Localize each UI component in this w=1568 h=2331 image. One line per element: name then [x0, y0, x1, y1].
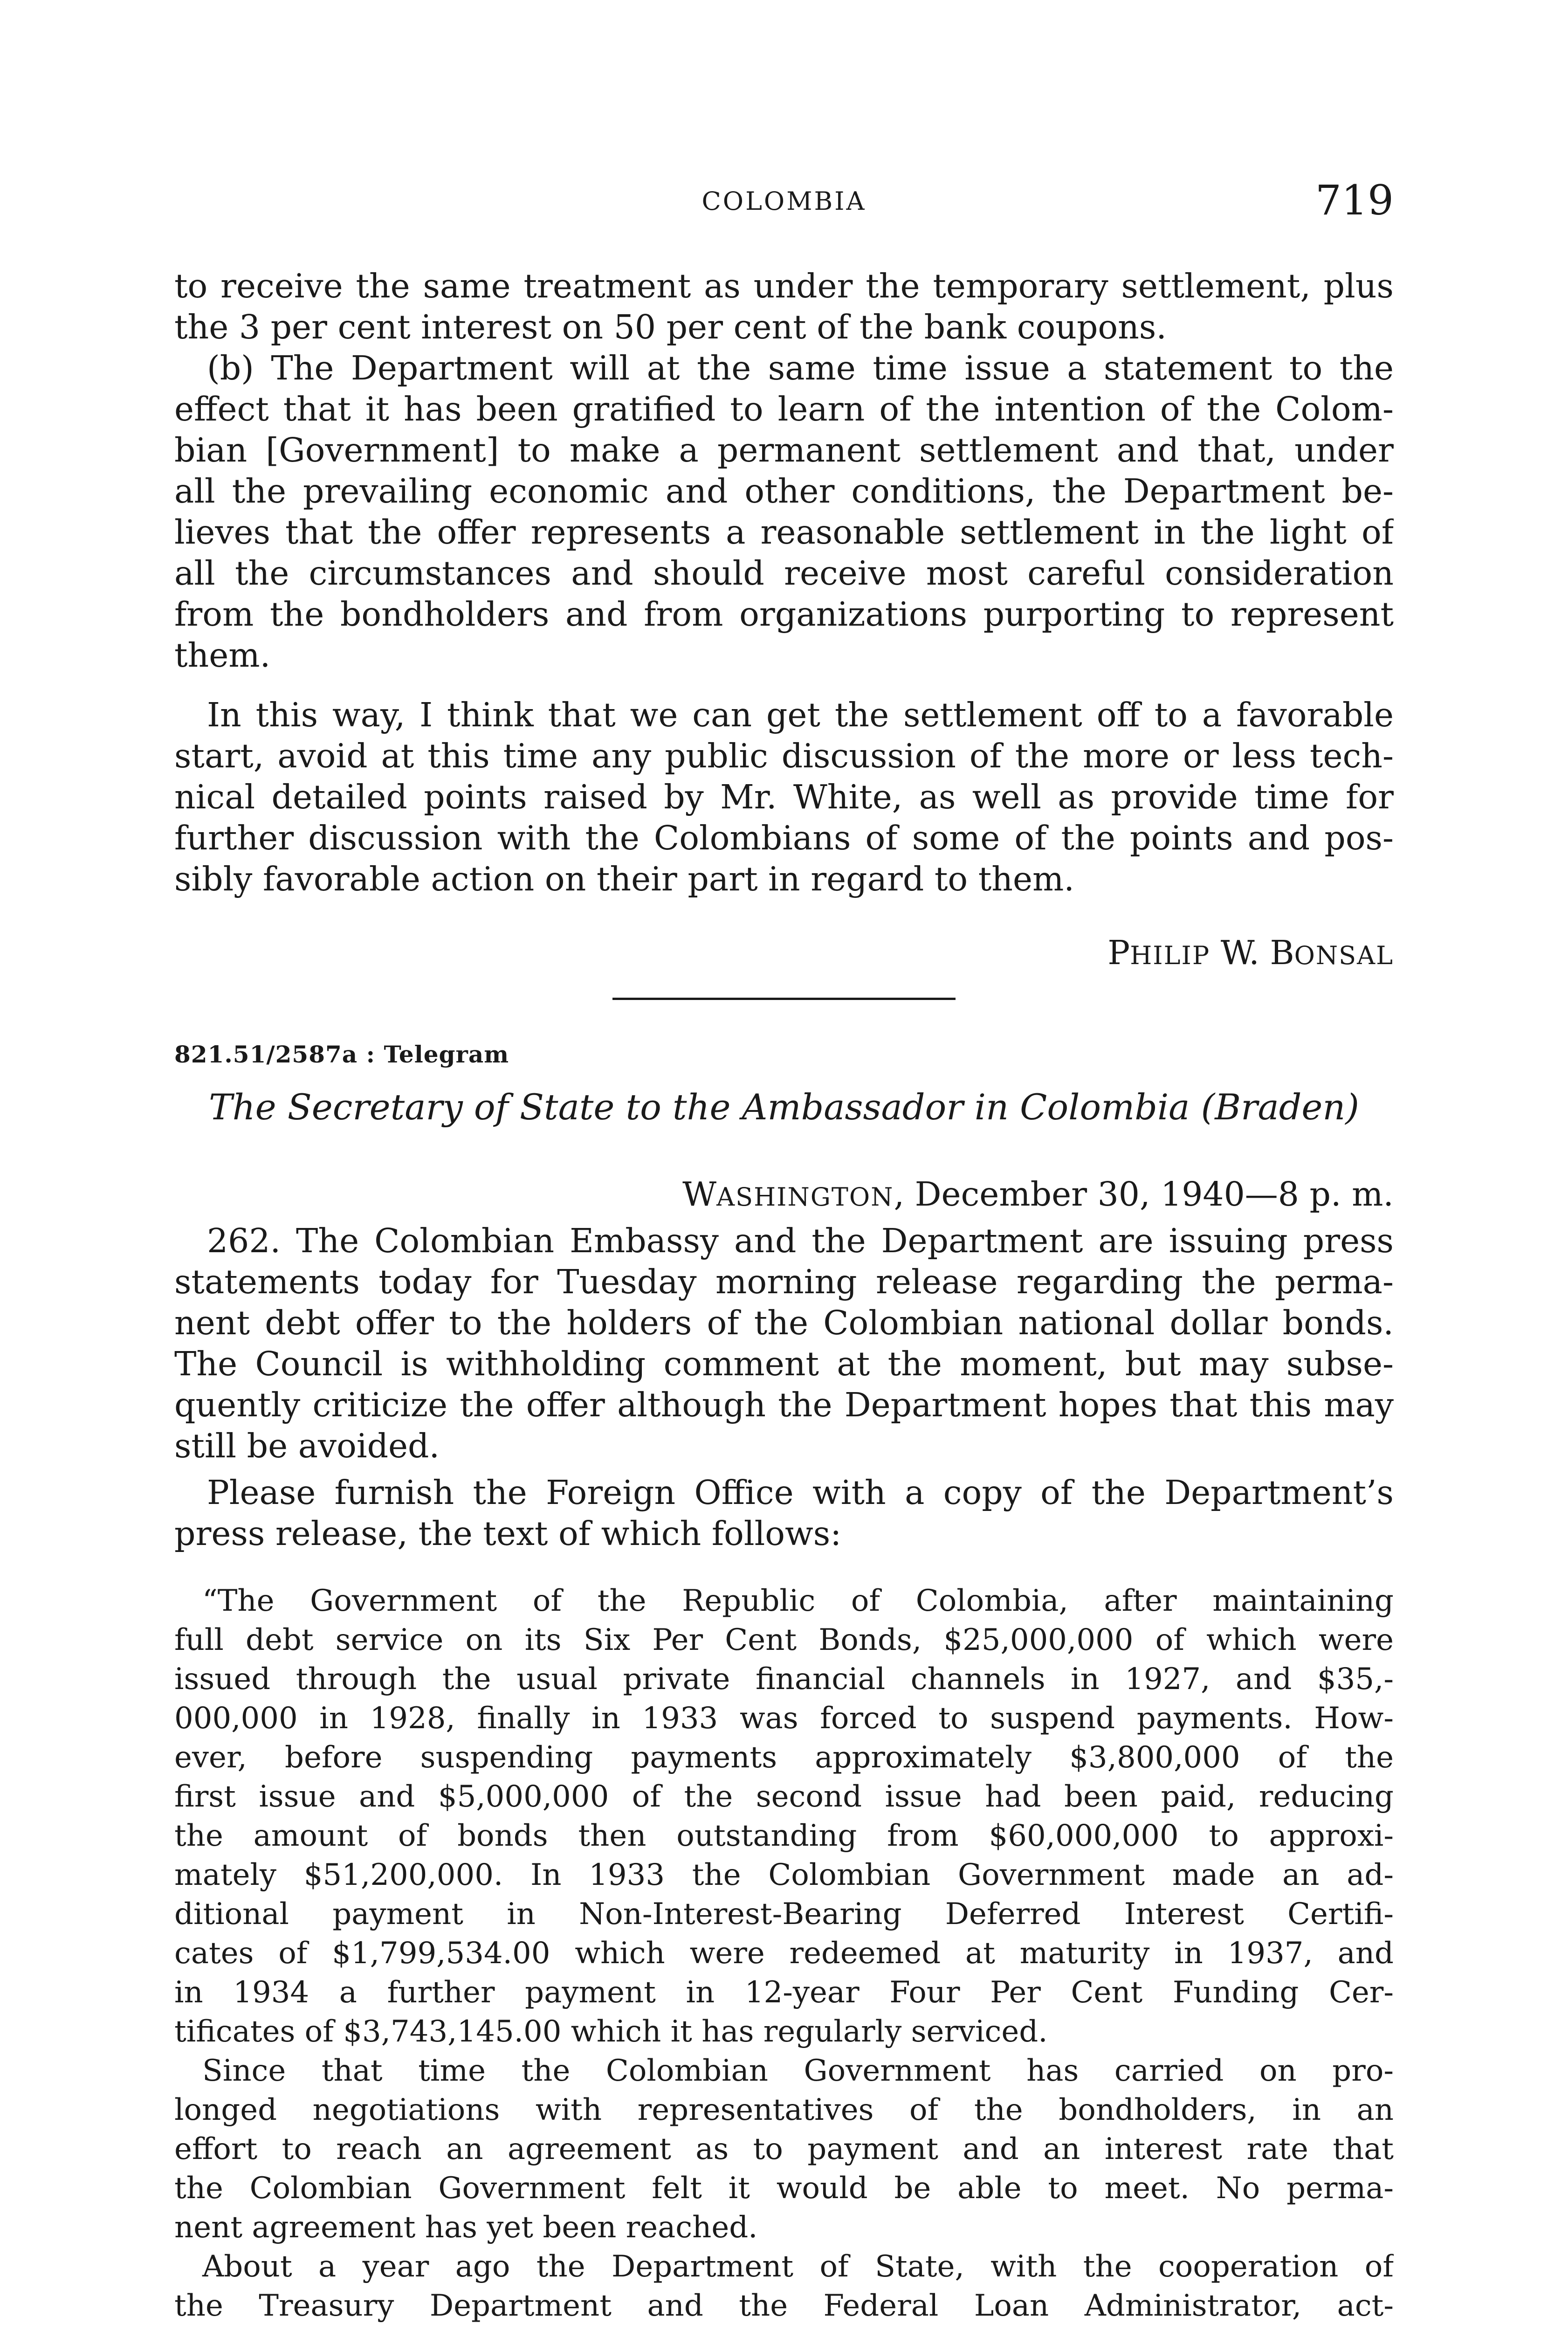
text-line: nent agreement has yet been reached.: [174, 2210, 758, 2245]
press-release-paragraph-3: [174, 2247, 1394, 2325]
dateline: WASHINGTON, December 30, 1940—8 p. m.: [682, 1175, 1394, 1214]
text-line: ever, before suspending payments approximately $3,800,000 of the: [174, 1740, 1394, 1775]
text-line: further discussion with the Colombians of some of the points and pos-: [174, 819, 1394, 857]
paragraph-b: [174, 348, 1394, 676]
signature: PHILIP W. BONSAL: [1107, 933, 1394, 972]
text-line: from the bondholders and from organizations purporting to represent: [174, 595, 1394, 634]
text-line: the Treasury Department and the Federal Loan Administrator, act-: [174, 2289, 1394, 2323]
running-head: [174, 176, 1394, 228]
text-line: full debt service on its Six Per Cent Bonds, $25,000,000 of which were: [174, 1623, 1394, 1657]
telegram-paragraph-262: [174, 1221, 1394, 1467]
text-line: effort to reach an agreement as to payment and an interest rate that: [174, 2132, 1394, 2166]
text-line: nical detailed points raised by Mr. White, as well as provide time for: [174, 778, 1394, 816]
text-line: the 3 per cent interest on 50 per cent of the bank coupons.: [174, 308, 1167, 346]
press-release-paragraph-1: [174, 1581, 1394, 2051]
text-line: all the prevailing economic and other conditions, the Department be-: [174, 472, 1394, 510]
text-line: statements today for Tuesday morning release regarding the perma-: [174, 1262, 1394, 1301]
text-line: In this way, I think that we can get the settlement off to a favorable: [207, 696, 1394, 734]
text-line: The Council is withholding comment at the moment, but may subse-: [174, 1345, 1394, 1383]
text-line: still be avoided.: [174, 1427, 440, 1465]
text-line: quently criticize the offer although the Department hopes that this may: [174, 1386, 1394, 1424]
paragraph-a-continuation: [174, 266, 1394, 348]
section-divider: [612, 998, 956, 1000]
text-line: About a year ago the Department of State, with the cooperation of: [202, 2249, 1394, 2284]
telegram-paragraph-furnish: [174, 1472, 1394, 1554]
document-title: The Secretary of State to the Ambassador in Colombia (Braden): [208, 1086, 1360, 1128]
text-line: ditional payment in Non-Interest-Bearing Deferred Interest Certifi-: [174, 1897, 1394, 1931]
text-line: nent debt offer to the holders of the Colombian national dollar bonds.: [174, 1303, 1394, 1342]
running-title: COLOMBIA: [701, 186, 867, 216]
text-line: tificates of $3,743,145.00 which it has regularly serviced.: [174, 2014, 1048, 2049]
page-number: 719: [1315, 176, 1394, 224]
text-line: to receive the same treatment as under the temporary settlement, plus: [174, 267, 1394, 305]
text-line: Please furnish the Foreign Office with a copy of the Department’s: [207, 1473, 1394, 1512]
text-line: bian [Government] to make a permanent settlement and that, under: [174, 431, 1394, 469]
text-line: them.: [174, 636, 271, 675]
text-line: effect that it has been gratified to learn of the intention of the Colom-: [174, 390, 1394, 428]
file-number: 821.51/2587a : Telegram: [174, 1041, 509, 1068]
text-line: cates of $1,799,534.00 which were redeemed at maturity in 1937, and: [174, 1936, 1394, 1971]
text-line: the Colombian Government felt it would be able to meet. No perma-: [174, 2171, 1394, 2206]
text-line: Since that time the Colombian Government has carried on pro-: [202, 2054, 1394, 2088]
text-line: 262. The Colombian Embassy and the Department are issuing press: [207, 1221, 1394, 1260]
text-line: sibly favorable action on their part in regard to them.: [174, 860, 1074, 898]
text-line: start, avoid at this time any public discussion of the more or less tech-: [174, 737, 1394, 775]
text-line: press release, the text of which follows:: [174, 1514, 842, 1553]
text-line: (b) The Department will at the same time issue a statement to the: [207, 349, 1394, 387]
text-line: first issue and $5,000,000 of the second issue had been paid, reducing: [174, 1779, 1394, 1814]
text-line: 000,000 in 1928, finally in 1933 was forced to suspend payments. How-: [174, 1701, 1394, 1736]
text-line: lieves that the offer represents a reasonable settlement in the light of: [174, 513, 1394, 552]
text-line: mately $51,200,000. In 1933 the Colombian Government made an ad-: [174, 1858, 1394, 1892]
text-line: the amount of bonds then outstanding from $60,000,000 to approxi-: [174, 1819, 1394, 1853]
text-line: “The Government of the Republic of Colombia, after maintaining: [202, 1584, 1394, 1618]
text-line: longed negotiations with representatives of the bondholders, in an: [174, 2093, 1394, 2127]
press-release-paragraph-2: [174, 2051, 1394, 2247]
text-line: issued through the usual private financial channels in 1927, and $35,-: [174, 1662, 1394, 1697]
text-line: in 1934 a further payment in 12-year Four Per Cent Funding Cer-: [174, 1975, 1394, 2010]
closing-paragraph: [174, 695, 1394, 900]
text-line: all the circumstances and should receive most careful consideration: [174, 554, 1394, 593]
